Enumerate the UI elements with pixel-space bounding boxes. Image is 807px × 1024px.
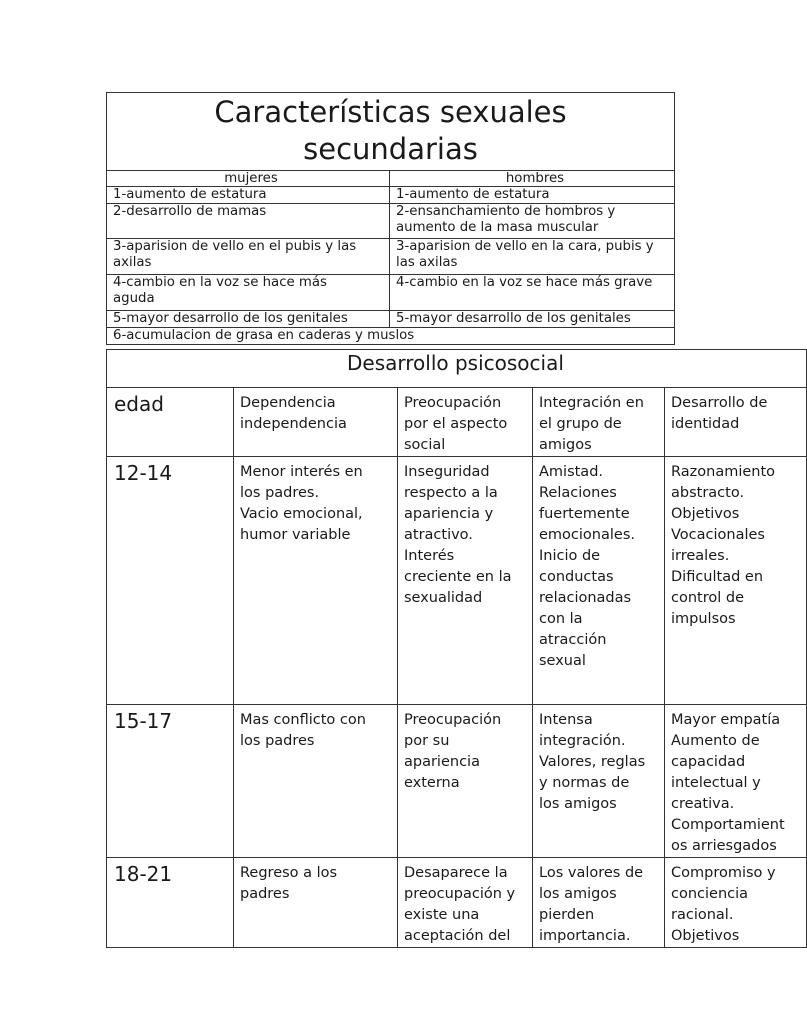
cell-line: Los valores de bbox=[539, 865, 644, 881]
age-15-17: 15-17 bbox=[107, 705, 234, 858]
cell-line: Vacio emocional, bbox=[240, 506, 363, 522]
cell-line: Razonamiento bbox=[671, 464, 776, 480]
cell-line: y normas de bbox=[539, 775, 630, 791]
sexual-title-line2: secundarias bbox=[303, 132, 478, 166]
cell-line: independencia bbox=[240, 416, 347, 432]
cell-line: respecto a la bbox=[404, 485, 498, 501]
cell-line: aceptación del bbox=[404, 928, 511, 944]
cell-line: emocionales. bbox=[539, 527, 635, 543]
cell-line: padres bbox=[240, 886, 290, 902]
cell-line: por su bbox=[404, 733, 450, 749]
cell-line: los padres bbox=[240, 733, 315, 749]
cell-line: Dificultad en bbox=[671, 569, 764, 585]
men-cell bbox=[390, 275, 675, 311]
cell-line: 3-aparision de vello en la cara, pubis y bbox=[396, 239, 654, 254]
cell-line: intelectual y bbox=[671, 775, 761, 791]
table-cell bbox=[234, 705, 398, 858]
cell-line: 5-mayor desarrollo de los genitales bbox=[396, 311, 631, 326]
table-cell bbox=[234, 457, 398, 705]
cell-line: conductas bbox=[539, 569, 614, 585]
header-age: edad bbox=[107, 388, 234, 457]
cell-line: Objetivos bbox=[671, 506, 740, 522]
women-cell bbox=[107, 239, 390, 275]
table-cell bbox=[665, 858, 807, 948]
cell-line: humor variable bbox=[240, 527, 351, 543]
table-cell bbox=[398, 457, 533, 705]
cell-line: Preocupación bbox=[404, 395, 502, 411]
table-cell bbox=[234, 858, 398, 948]
cell-line: atracción bbox=[539, 632, 607, 648]
col-header-men: hombres bbox=[390, 171, 675, 187]
cell-line: Dependencia bbox=[240, 395, 336, 411]
cell-line: el grupo de bbox=[539, 416, 622, 432]
cell-line: las axilas bbox=[396, 255, 458, 270]
cell-line: con la bbox=[539, 611, 583, 627]
women-cell bbox=[107, 187, 390, 204]
cell-line: 5-mayor desarrollo de los genitales bbox=[113, 311, 348, 326]
cell-line: 2-desarrollo de mamas bbox=[113, 204, 267, 219]
women-cell bbox=[107, 311, 390, 328]
men-cell bbox=[390, 187, 675, 204]
cell-line: Inicio de bbox=[539, 548, 601, 564]
cell-line: Regreso a los bbox=[240, 865, 338, 881]
sexual-characteristics-table bbox=[106, 92, 675, 345]
cell-line: Integración en bbox=[539, 395, 644, 411]
cell-line: los padres. bbox=[240, 485, 320, 501]
header-dependencia bbox=[234, 388, 398, 457]
men-cell bbox=[390, 239, 675, 275]
cell-line: externa bbox=[404, 775, 460, 791]
cell-line: Vocacionales bbox=[671, 527, 765, 543]
cell-line: atractivo. bbox=[404, 527, 473, 543]
cell-line: Desarrollo de bbox=[671, 395, 768, 411]
header-preocupacion bbox=[398, 388, 533, 457]
cell-line: 6-acumulacion de grasa en caderas y muslos bbox=[113, 328, 415, 343]
cell-line: 2-ensanchamiento de hombros y bbox=[396, 204, 616, 219]
cell-line: Compromiso y bbox=[671, 865, 776, 881]
table-cell bbox=[398, 705, 533, 858]
cell-line: fuertemente bbox=[539, 506, 630, 522]
cell-line: existe una bbox=[404, 907, 480, 923]
psychosocial-title: Desarrollo psicosocial bbox=[107, 350, 807, 388]
cell-line: identidad bbox=[671, 416, 740, 432]
cell-line: capacidad bbox=[671, 754, 746, 770]
cell-line: racional. bbox=[671, 907, 734, 923]
cell-line: Preocupación bbox=[404, 712, 502, 728]
cell-line: relacionadas bbox=[539, 590, 632, 606]
cell-line: Intensa bbox=[539, 712, 593, 728]
cell-line: amigos bbox=[539, 437, 592, 453]
cell-line: Aumento de bbox=[671, 733, 760, 749]
cell-line: Interés bbox=[404, 548, 455, 564]
cell-line: abstracto. bbox=[671, 485, 745, 501]
cell-line: os arriesgados bbox=[671, 838, 777, 854]
age-18-21: 18-21 bbox=[107, 858, 234, 948]
cell-line: Mayor empatía bbox=[671, 712, 781, 728]
table-cell bbox=[533, 705, 665, 858]
table-cell bbox=[665, 457, 807, 705]
cell-line: irreales. bbox=[671, 548, 730, 564]
psychosocial-table bbox=[106, 349, 807, 948]
cell-line: Inseguridad bbox=[404, 464, 490, 480]
cell-line: 3-aparision de vello en el pubis y las bbox=[113, 239, 357, 254]
cell-line: 1-aumento de estatura bbox=[396, 187, 550, 202]
cell-line: los amigos bbox=[539, 886, 617, 902]
cell-line: social bbox=[404, 437, 446, 453]
cell-line: Objetivos bbox=[671, 928, 740, 944]
men-cell bbox=[390, 204, 675, 239]
cell-line: creciente en la bbox=[404, 569, 512, 585]
cell-line: Valores, reglas bbox=[539, 754, 646, 770]
cell-line: axilas bbox=[113, 255, 152, 270]
header-integracion bbox=[533, 388, 665, 457]
header-identidad bbox=[665, 388, 807, 457]
cell-line: Mas conflicto con bbox=[240, 712, 366, 728]
col-header-women: mujeres bbox=[107, 171, 390, 187]
cell-line: 1-aumento de estatura bbox=[113, 187, 267, 202]
cell-line: importancia. bbox=[539, 928, 631, 944]
cell-line: 4-cambio en la voz se hace más grave bbox=[396, 275, 653, 290]
cell-line: 4-cambio en la voz se hace más bbox=[113, 275, 327, 290]
cell-line: control de bbox=[671, 590, 744, 606]
cell-line: integración. bbox=[539, 733, 626, 749]
cell-line: Amistad. bbox=[539, 464, 604, 480]
table-cell bbox=[533, 457, 665, 705]
cell-line: sexualidad bbox=[404, 590, 483, 606]
women-cell bbox=[107, 204, 390, 239]
cell-line: impulsos bbox=[671, 611, 736, 627]
shared-cell bbox=[107, 328, 675, 345]
cell-line: pierden bbox=[539, 907, 595, 923]
women-cell bbox=[107, 275, 390, 311]
cell-line: conciencia bbox=[671, 886, 749, 902]
cell-line: apariencia y bbox=[404, 506, 494, 522]
cell-line: Menor interés en bbox=[240, 464, 363, 480]
sexual-title-line1: Características sexuales bbox=[214, 95, 567, 129]
men-cell bbox=[390, 311, 675, 328]
cell-line: preocupación y bbox=[404, 886, 516, 902]
cell-line: Desaparece la bbox=[404, 865, 508, 881]
table-cell bbox=[533, 858, 665, 948]
cell-line: Comportamient bbox=[671, 817, 785, 833]
sexual-table-title bbox=[107, 93, 675, 171]
cell-line: apariencia bbox=[404, 754, 480, 770]
cell-line: sexual bbox=[539, 653, 586, 669]
age-12-14: 12-14 bbox=[107, 457, 234, 705]
cell-line: Relaciones bbox=[539, 485, 617, 501]
cell-line: creativa. bbox=[671, 796, 735, 812]
table-cell bbox=[665, 705, 807, 858]
cell-line: los amigos bbox=[539, 796, 617, 812]
table-cell bbox=[398, 858, 533, 948]
cell-line: por el aspecto bbox=[404, 416, 508, 432]
cell-line: aguda bbox=[113, 291, 155, 306]
cell-line: aumento de la masa muscular bbox=[396, 220, 599, 235]
